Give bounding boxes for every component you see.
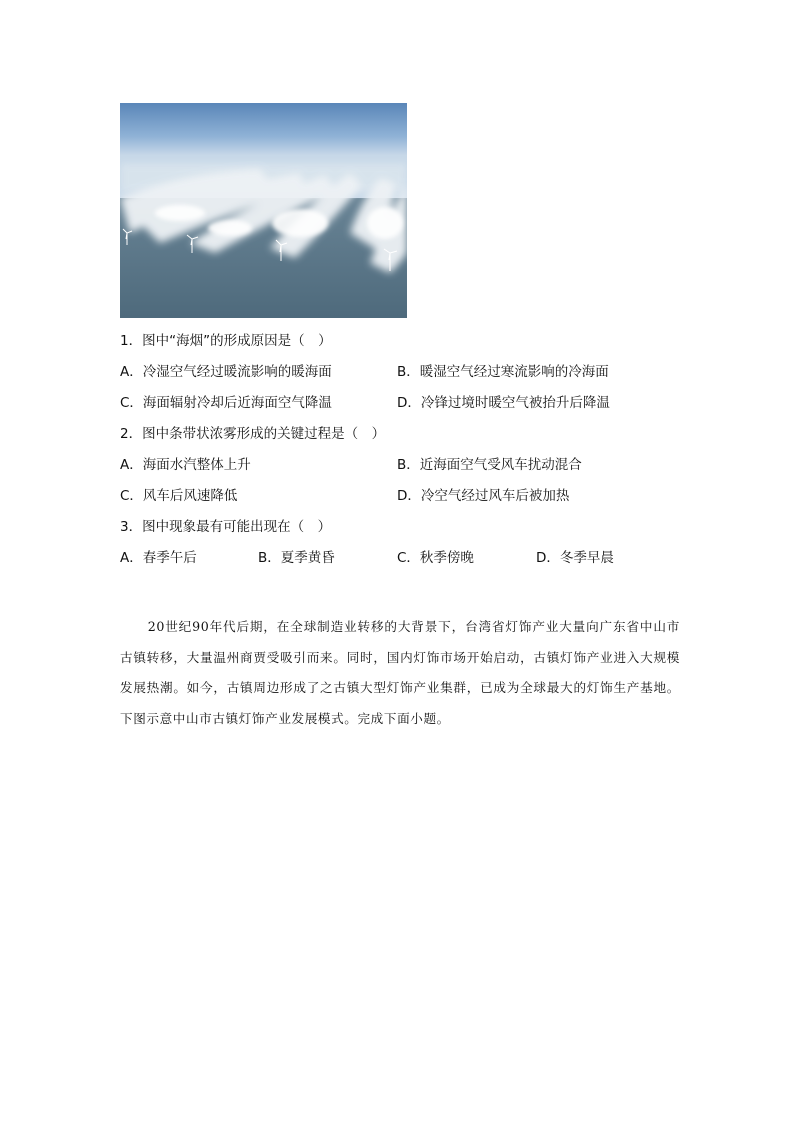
question-3-option-b: B．夏季黄昏: [258, 550, 335, 566]
question-1-option-d: D．冷锋过境时暖空气被抬升后降温: [397, 395, 610, 411]
question-1-stem: 1．图中“海烟”的形成原因是（ ）: [120, 333, 332, 349]
question-2-stem: 2．图中条带状浓雾形成的关键过程是（ ）: [120, 426, 386, 442]
question-3-option-a: A．春季午后: [120, 550, 197, 566]
question-1-option-c: C．海面辐射冷却后近海面空气降温: [120, 395, 332, 411]
reading-passage: 20世纪90年代后期，在全球制造业转移的大背景下，台湾省灯饰产业大量向广东省中山市古镇转移，大量温州商贾受吸引而来。同时，国内灯饰市场开始启动，古镇灯饰产业进入大规模发展热潮。如今，古镇周边形成了之古镇大型灯饰产业集群，已成为全球最大的灯饰生产基地。下图示意中山市古镇灯饰产业发展模式。完成下面小题。: [120, 619, 680, 726]
question-2-option-d: D．冷空气经过风车后被加热: [397, 488, 570, 504]
question-3-option-c: C．秋季傍晚: [397, 550, 474, 566]
question-2-option-a: A．海面水汽整体上升: [120, 457, 251, 473]
question-1-option-a: A．冷湿空气经过暖流影响的暖海面: [120, 364, 332, 380]
question-3-stem: 3．图中现象最有可能出现在（ ）: [120, 519, 332, 535]
question-3-option-d: D．冬季早晨: [536, 550, 614, 566]
question-1-option-b: B．暖湿空气经过寒流影响的冷海面: [397, 364, 609, 380]
offshore-wind-farm-fog-photo: [120, 103, 407, 318]
wind-farm-photo: [120, 103, 407, 318]
question-2-option-b: B．近海面空气受风车扰动混合: [397, 457, 582, 473]
question-2-option-c: C．风车后风速降低: [120, 488, 238, 504]
